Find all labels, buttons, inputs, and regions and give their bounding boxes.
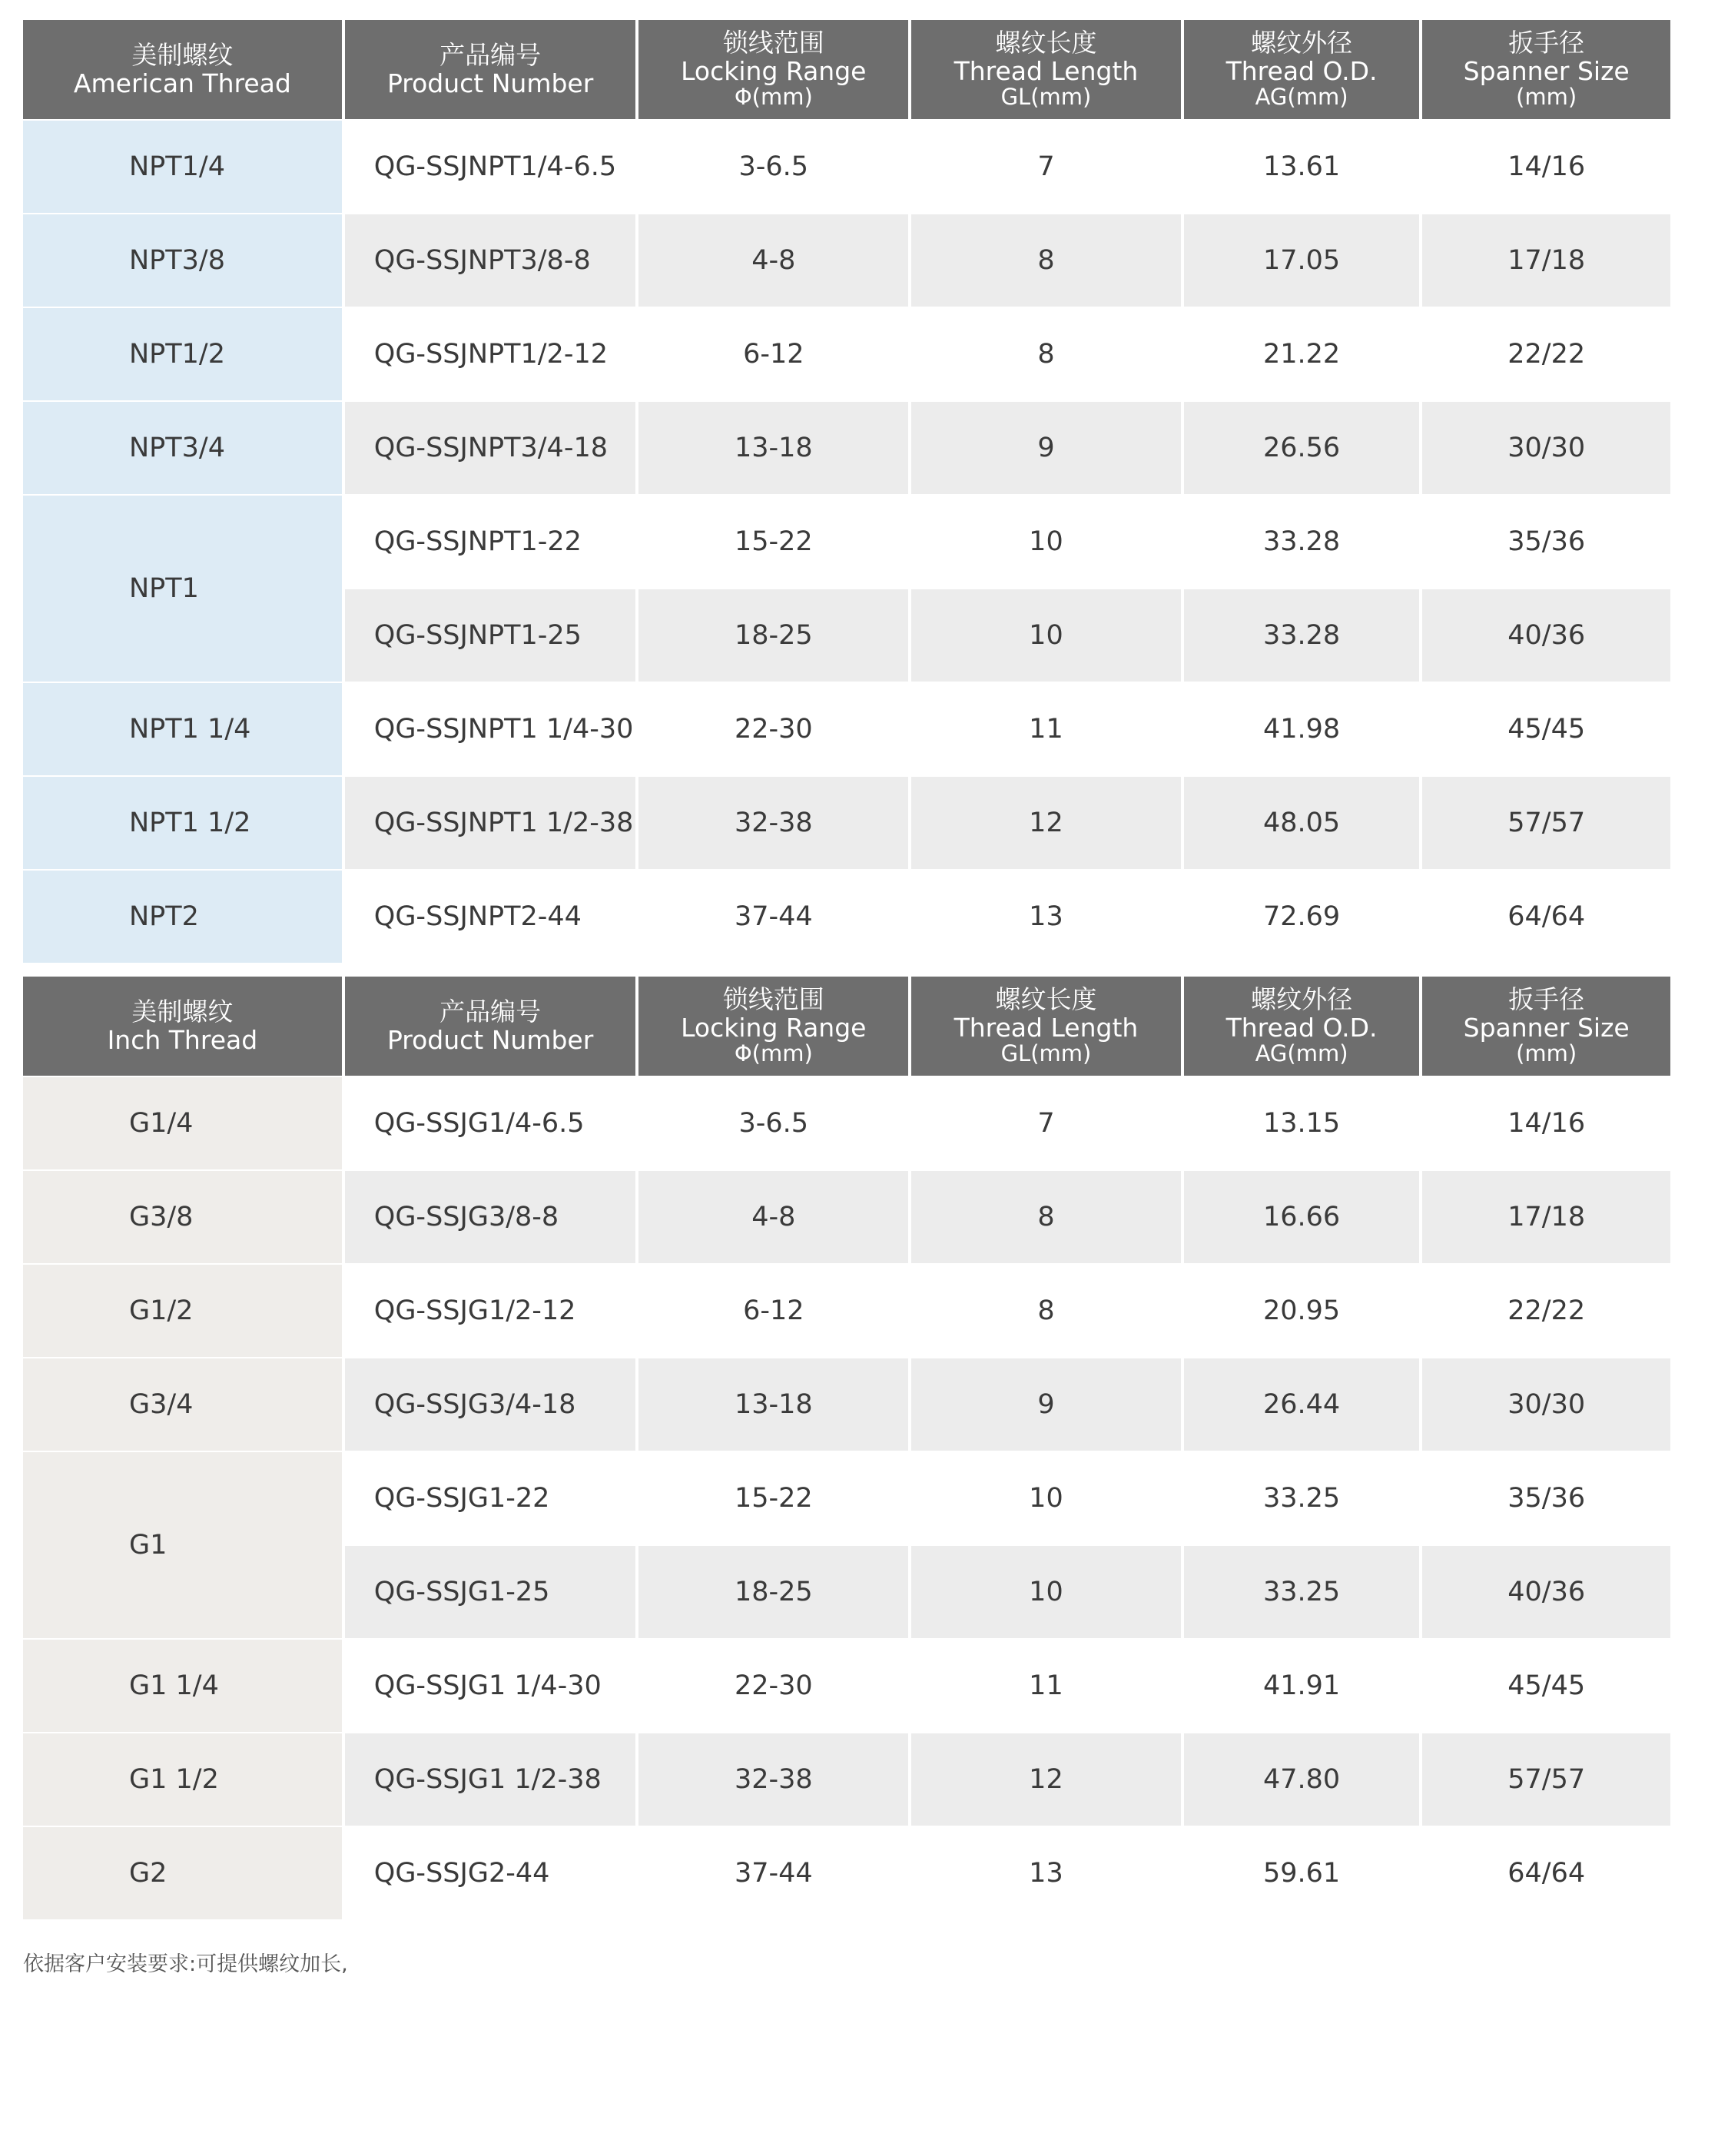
- locking-range-cell: 3-6.5: [638, 1077, 908, 1169]
- locking-range-cell: 6-12: [638, 1265, 908, 1357]
- product-number-cell: QG-SSJNPT3/8-8: [345, 214, 636, 307]
- header-line: Thread Length: [954, 55, 1139, 86]
- thread-od-cell: 21.22: [1184, 308, 1420, 400]
- header-line: 螺纹外径: [1251, 28, 1353, 58]
- column-header: [638, 20, 908, 119]
- column-header: [1422, 20, 1670, 119]
- locking-range-cell: 4-8: [638, 214, 908, 307]
- locking-range-cell: 15-22: [638, 496, 908, 588]
- header-line: 产品编号: [439, 997, 542, 1027]
- header-line: American Thread: [73, 68, 291, 98]
- thread-od-cell: 26.44: [1184, 1358, 1420, 1451]
- column-header: [23, 977, 342, 1076]
- column-header: [1422, 977, 1670, 1076]
- header-line: Thread O.D.: [1225, 1012, 1378, 1043]
- thread-length-cell: 7: [911, 1077, 1181, 1169]
- header-line: Φ(mm): [734, 1040, 813, 1066]
- table-row: [23, 402, 1670, 494]
- column-header: [1184, 20, 1420, 119]
- thread-length-cell: 10: [911, 496, 1181, 588]
- thread-od-cell: 26.56: [1184, 402, 1420, 494]
- header-line: AG(mm): [1255, 83, 1348, 110]
- header-line: 锁线范围: [722, 984, 824, 1015]
- header-line: 美制螺纹: [131, 997, 234, 1027]
- header-line: Product Number: [386, 68, 594, 98]
- thread-od-cell: 33.28: [1184, 496, 1420, 588]
- thread-length-cell: 11: [911, 683, 1181, 775]
- thread-size-cell: NPT3/8: [23, 214, 342, 307]
- header-row: [23, 20, 1670, 119]
- spanner-size-cell: 57/57: [1422, 777, 1670, 869]
- thread-length-cell: 7: [911, 121, 1181, 213]
- thread-size-cell: NPT2: [23, 871, 342, 963]
- spanner-size-cell: 30/30: [1422, 402, 1670, 494]
- thread-size-cell: NPT1 1/4: [23, 683, 342, 775]
- product-number-cell: QG-SSJNPT1/4-6.5: [345, 121, 636, 213]
- thread-size-cell: G1 1/2: [23, 1733, 342, 1826]
- spanner-size-cell: 35/36: [1422, 1452, 1670, 1544]
- spanner-size-cell: 35/36: [1422, 496, 1670, 588]
- thread-od-cell: 33.25: [1184, 1546, 1420, 1638]
- header-line: Spanner Size: [1463, 55, 1630, 86]
- thread-size-cell: NPT1 1/2: [23, 777, 342, 869]
- thread-length-cell: 10: [911, 1452, 1181, 1544]
- thread-length-cell: 9: [911, 402, 1181, 494]
- thread-size-cell: G3/8: [23, 1171, 342, 1263]
- header-line: Thread O.D.: [1225, 55, 1378, 86]
- locking-range-cell: 13-18: [638, 402, 908, 494]
- product-number-cell: QG-SSJG1 1/2-38: [345, 1733, 636, 1826]
- table-row: [23, 1827, 1670, 1919]
- locking-range-cell: 32-38: [638, 1733, 908, 1826]
- header-line: 螺纹长度: [995, 28, 1097, 58]
- column-header: [345, 977, 636, 1076]
- header-line: Inch Thread: [107, 1024, 258, 1055]
- header-line: GL(mm): [1000, 83, 1092, 110]
- spanner-size-cell: 64/64: [1422, 1827, 1670, 1919]
- thread-length-cell: 11: [911, 1640, 1181, 1732]
- column-header: [911, 977, 1181, 1076]
- product-number-cell: QG-SSJG1/2-12: [345, 1265, 636, 1357]
- spanner-size-cell: 17/18: [1422, 1171, 1670, 1263]
- spanner-size-cell: 14/16: [1422, 121, 1670, 213]
- product-number-cell: QG-SSJG1-25: [345, 1546, 636, 1638]
- table-gap: [23, 964, 1670, 975]
- column-header: [345, 20, 636, 119]
- spanner-size-cell: 30/30: [1422, 1358, 1670, 1451]
- thread-od-cell: 33.28: [1184, 589, 1420, 682]
- locking-range-cell: 18-25: [638, 589, 908, 682]
- product-number-cell: QG-SSJNPT1 1/4-30: [345, 683, 636, 775]
- header-line: Spanner Size: [1463, 1012, 1630, 1043]
- thread-od-cell: 41.91: [1184, 1640, 1420, 1732]
- spanner-size-cell: 22/22: [1422, 1265, 1670, 1357]
- header-line: 螺纹长度: [995, 984, 1097, 1015]
- table-row: [23, 1171, 1670, 1263]
- thread-od-cell: 59.61: [1184, 1827, 1420, 1919]
- locking-range-cell: 13-18: [638, 1358, 908, 1451]
- header-line: Φ(mm): [734, 83, 813, 110]
- thread-od-cell: 20.95: [1184, 1265, 1420, 1357]
- thread-od-cell: 13.61: [1184, 121, 1420, 213]
- table-row: [23, 1452, 1670, 1544]
- table-row: [23, 777, 1670, 869]
- spanner-size-cell: 57/57: [1422, 1733, 1670, 1826]
- spanner-size-cell: 45/45: [1422, 1640, 1670, 1732]
- spec-sheet: [23, 18, 1670, 1977]
- spanner-size-cell: 40/36: [1422, 1546, 1670, 1638]
- thread-od-cell: 13.15: [1184, 1077, 1420, 1169]
- thread-length-cell: 9: [911, 1358, 1181, 1451]
- header-line: 美制螺纹: [131, 40, 234, 71]
- table-row: [23, 214, 1670, 307]
- thread-size-cell: G1: [23, 1452, 342, 1638]
- spanner-size-cell: 14/16: [1422, 1077, 1670, 1169]
- product-number-cell: QG-SSJG2-44: [345, 1827, 636, 1919]
- thread-size-cell: NPT1: [23, 496, 342, 682]
- header-line: 螺纹外径: [1251, 984, 1353, 1015]
- column-header: [638, 977, 908, 1076]
- thread-length-cell: 12: [911, 777, 1181, 869]
- product-number-cell: QG-SSJNPT1-22: [345, 496, 636, 588]
- thread-length-cell: 8: [911, 308, 1181, 400]
- header-line: 扳手径: [1508, 984, 1585, 1015]
- product-number-cell: QG-SSJNPT1-25: [345, 589, 636, 682]
- thread-length-cell: 8: [911, 1265, 1181, 1357]
- table-row: [23, 1733, 1670, 1826]
- table-row: [23, 683, 1670, 775]
- product-number-cell: QG-SSJG1 1/4-30: [345, 1640, 636, 1732]
- header-line: (mm): [1516, 1040, 1577, 1066]
- table-row: [23, 308, 1670, 400]
- thread-size-cell: G3/4: [23, 1358, 342, 1451]
- thread-length-cell: 8: [911, 1171, 1181, 1263]
- locking-range-cell: 4-8: [638, 1171, 908, 1263]
- spanner-size-cell: 64/64: [1422, 871, 1670, 963]
- product-number-cell: QG-SSJNPT1/2-12: [345, 308, 636, 400]
- locking-range-cell: 37-44: [638, 871, 908, 963]
- locking-range-cell: 37-44: [638, 1827, 908, 1919]
- header-line: Product Number: [386, 1024, 594, 1055]
- thread-od-cell: 41.98: [1184, 683, 1420, 775]
- locking-range-cell: 22-30: [638, 1640, 908, 1732]
- column-header: [23, 20, 342, 119]
- header-line: (mm): [1516, 83, 1577, 110]
- product-number-cell: QG-SSJG1-22: [345, 1452, 636, 1544]
- locking-range-cell: 6-12: [638, 308, 908, 400]
- thread-size-cell: G1 1/4: [23, 1640, 342, 1732]
- table-row: [23, 1640, 1670, 1732]
- product-number-cell: QG-SSJG3/4-18: [345, 1358, 636, 1451]
- locking-range-cell: 32-38: [638, 777, 908, 869]
- thread-length-cell: 10: [911, 1546, 1181, 1638]
- column-header: [911, 20, 1181, 119]
- thread-size-cell: G1/2: [23, 1265, 342, 1357]
- thread-size-cell: NPT1/4: [23, 121, 342, 213]
- thread-size-cell: NPT3/4: [23, 402, 342, 494]
- thread-length-cell: 12: [911, 1733, 1181, 1826]
- column-header: [1184, 977, 1420, 1076]
- thread-od-cell: 16.66: [1184, 1171, 1420, 1263]
- thread-size-cell: NPT1/2: [23, 308, 342, 400]
- inch-thread-table: [20, 975, 1673, 1921]
- thread-od-cell: 47.80: [1184, 1733, 1420, 1826]
- thread-length-cell: 13: [911, 871, 1181, 963]
- header-line: Locking Range: [681, 55, 867, 86]
- header-line: Thread Length: [954, 1012, 1139, 1043]
- header-line: GL(mm): [1000, 1040, 1092, 1066]
- product-number-cell: QG-SSJNPT2-44: [345, 871, 636, 963]
- footnote: 依据客户安装要求:可提供螺纹加长,: [23, 1952, 348, 1976]
- header-line: Locking Range: [681, 1012, 867, 1043]
- thread-od-cell: 33.25: [1184, 1452, 1420, 1544]
- header-line: 扳手径: [1508, 28, 1585, 58]
- locking-range-cell: 22-30: [638, 683, 908, 775]
- locking-range-cell: 18-25: [638, 1546, 908, 1638]
- thread-size-cell: G2: [23, 1827, 342, 1919]
- header-line: 产品编号: [439, 40, 542, 71]
- header-row: [23, 977, 1670, 1076]
- product-number-cell: QG-SSJNPT1 1/2-38: [345, 777, 636, 869]
- table-row: [23, 1265, 1670, 1357]
- thread-length-cell: 13: [911, 1827, 1181, 1919]
- thread-length-cell: 8: [911, 214, 1181, 307]
- locking-range-cell: 3-6.5: [638, 121, 908, 213]
- thread-length-cell: 10: [911, 589, 1181, 682]
- spanner-size-cell: 17/18: [1422, 214, 1670, 307]
- product-number-cell: QG-SSJNPT3/4-18: [345, 402, 636, 494]
- thread-size-cell: G1/4: [23, 1077, 342, 1169]
- table-row: [23, 1077, 1670, 1169]
- locking-range-cell: 15-22: [638, 1452, 908, 1544]
- product-number-cell: QG-SSJG3/8-8: [345, 1171, 636, 1263]
- table-row: [23, 121, 1670, 213]
- spanner-size-cell: 45/45: [1422, 683, 1670, 775]
- table-row: [23, 496, 1670, 588]
- spanner-size-cell: 22/22: [1422, 308, 1670, 400]
- thread-od-cell: 17.05: [1184, 214, 1420, 307]
- product-number-cell: QG-SSJG1/4-6.5: [345, 1077, 636, 1169]
- spanner-size-cell: 40/36: [1422, 589, 1670, 682]
- american-thread-table: [20, 18, 1673, 964]
- header-line: 锁线范围: [722, 28, 824, 58]
- thread-od-cell: 48.05: [1184, 777, 1420, 869]
- table-row: [23, 1358, 1670, 1451]
- header-line: AG(mm): [1255, 1040, 1348, 1066]
- thread-od-cell: 72.69: [1184, 871, 1420, 963]
- table-row: [23, 871, 1670, 963]
